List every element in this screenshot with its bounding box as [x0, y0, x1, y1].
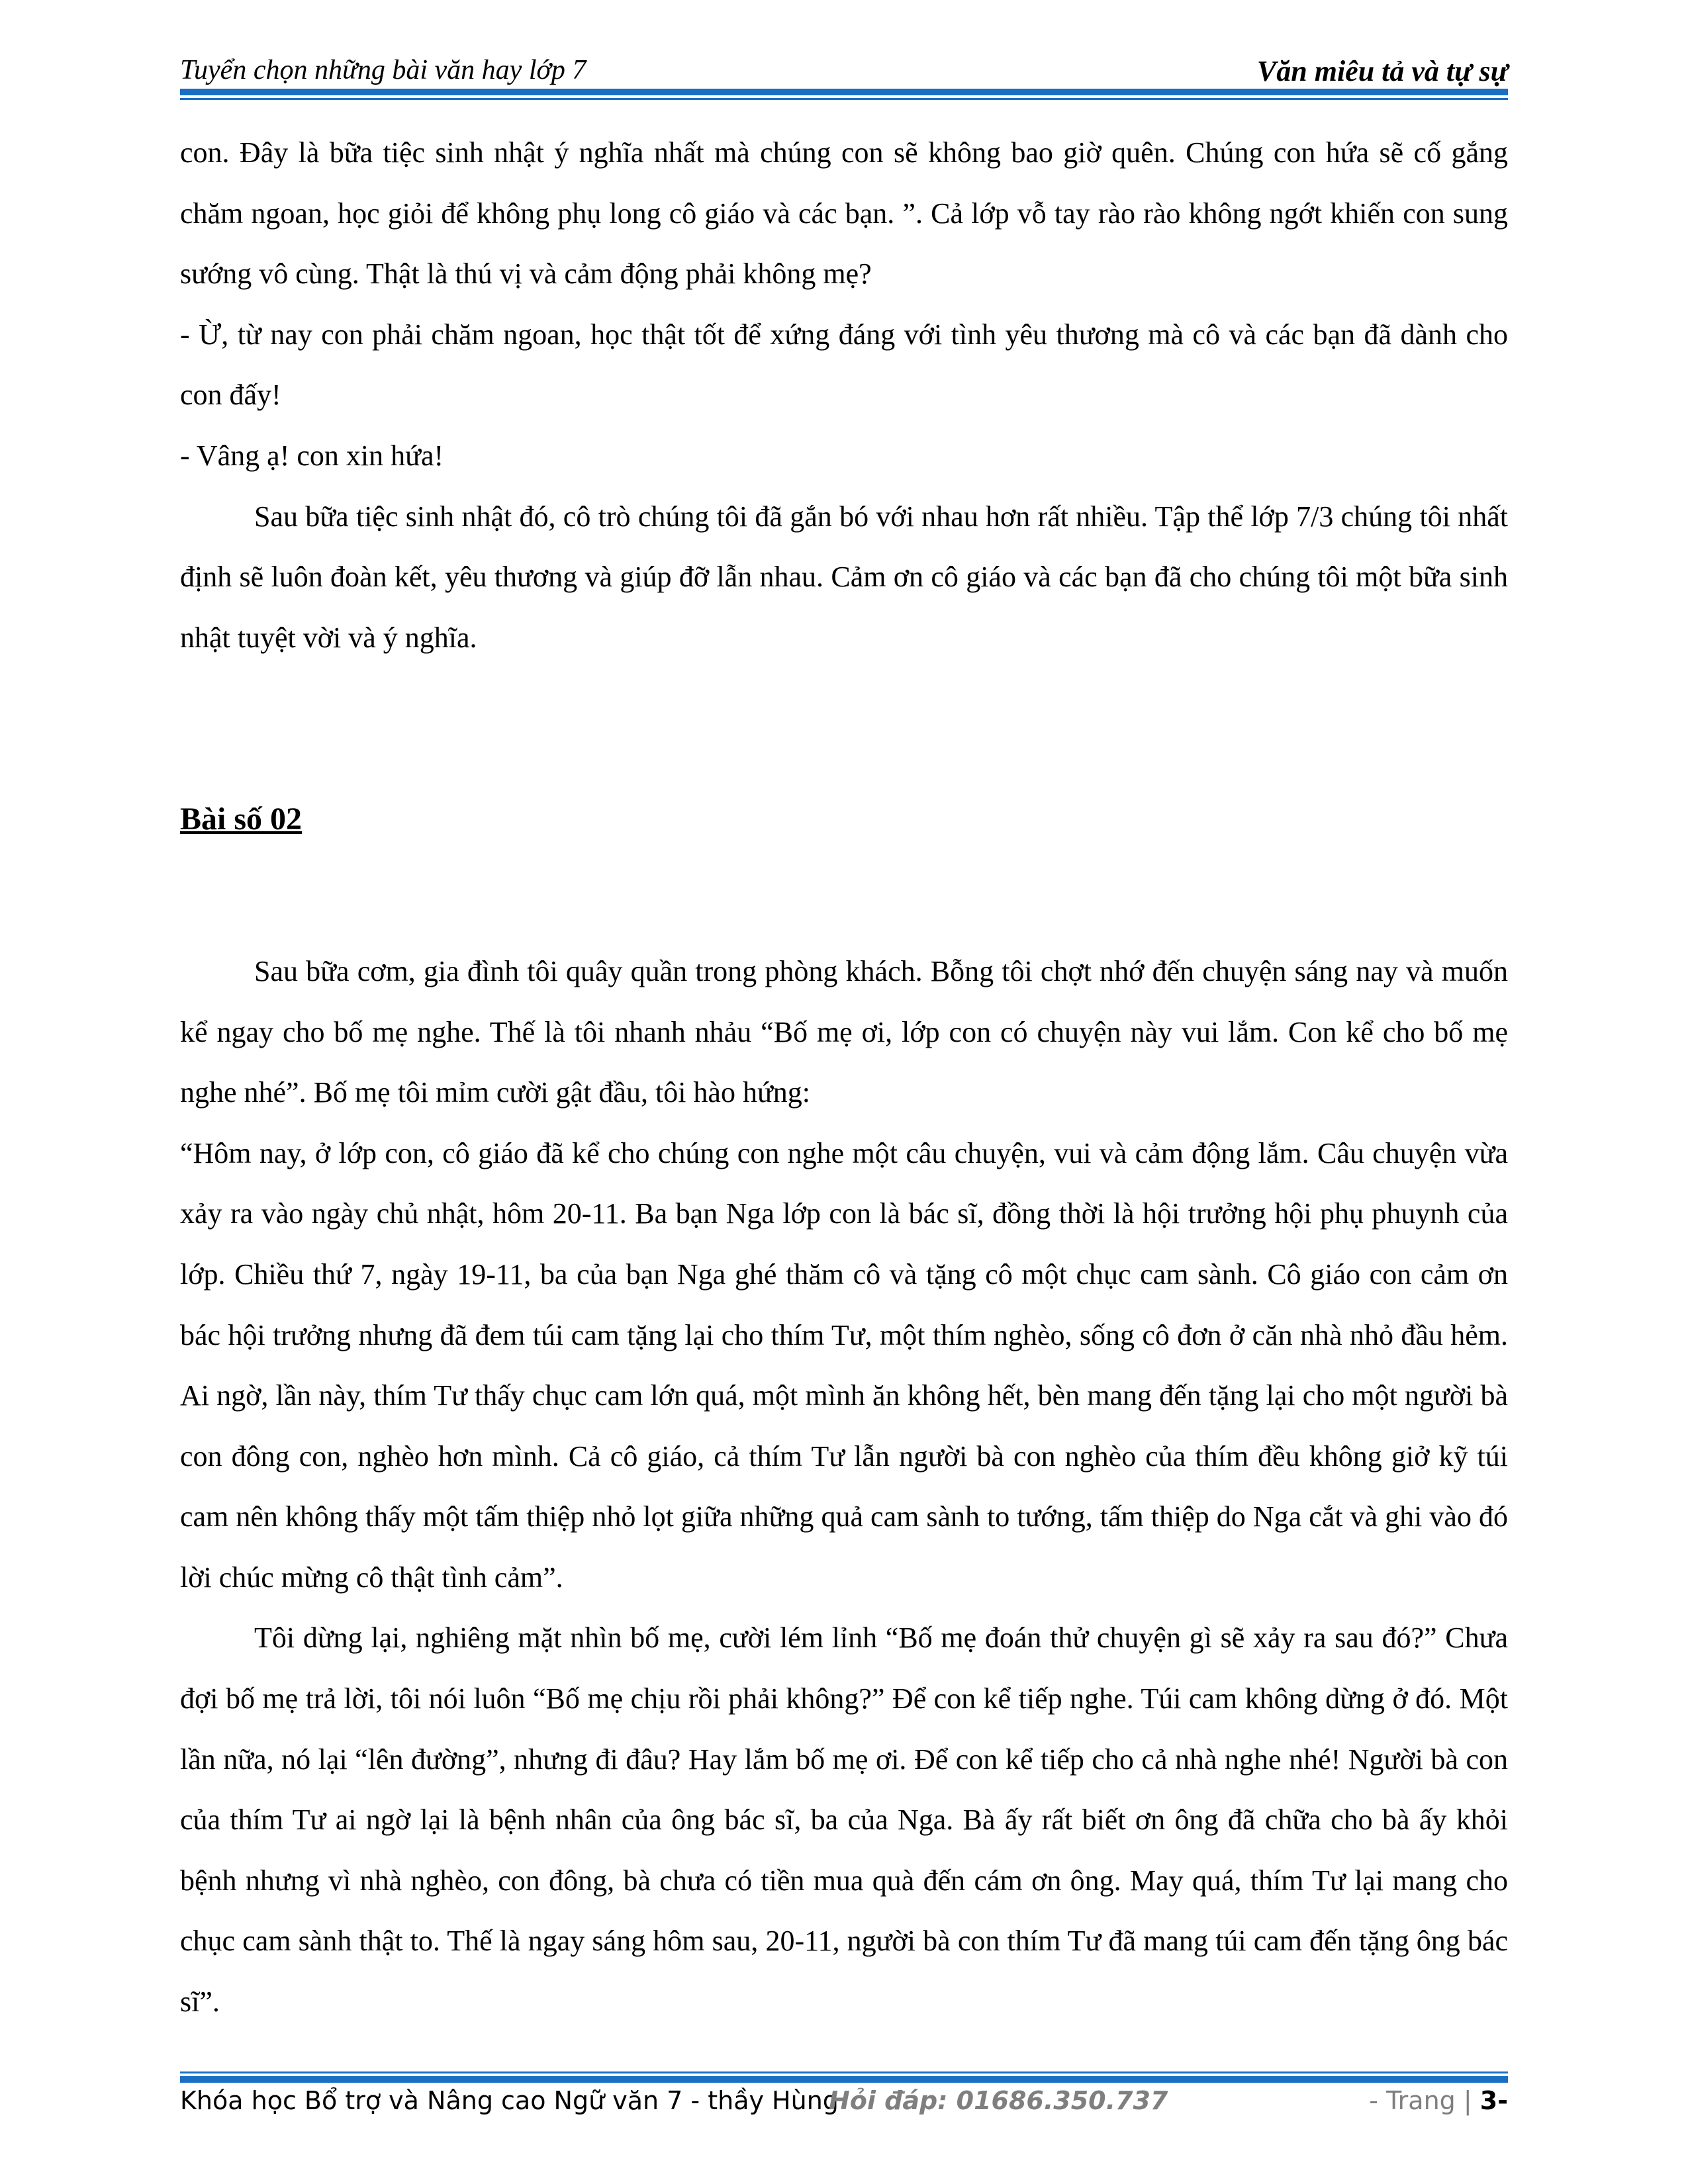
spacer — [180, 668, 1508, 789]
header-rule-thin — [180, 98, 1508, 100]
body-paragraph: con. Đây là bữa tiệc sinh nhật ý nghĩa nhất mà chúng con sẽ không bao giờ quên. Chúng con hứa sẽ cố gắng chăm ngoan, học giỏi để không phụ long cô giáo và các bạn. ”. Cả lớp vỗ tay rào rào không ngớt khiến con sung sướng vô cùng. Thật là thú vị và cảm động phải không mẹ? — [180, 136, 1508, 291]
spacer — [180, 850, 1508, 941]
header-book-title: Tuyển chọn những bài văn hay lớp 7 — [180, 55, 586, 85]
header-rule — [180, 89, 1508, 95]
dialogue-line: - Ừ, từ nay con phải chăm ngoan, học thật tốt để xứng đáng với tình yêu thương mà cô và các bạn đã dành cho con đấy! — [180, 318, 1508, 412]
body-paragraph: “Hôm nay, ở lớp con, cô giáo đã kể cho chúng con nghe một câu chuyện, vui và cảm động lắm. Câu chuyện vừa xảy ra vào ngày chủ nhật, hôm 20-11. Ba bạn Nga lớp con là bác sĩ, đồng thời là hội trưởng hội phụ phuynh của lớp. Chiều thứ 7, ngày 19-11, ba của bạn Nga ghé thăm cô và tặng cô một chục cam sành. Cô giáo con cảm ơn bác hội trưởng nhưng đã đem túi cam tặng lại cho thím Tư, một thím nghèo, sống cô đơn ở căn nhà nhỏ đầu hẻm. Ai ngờ, lần này, thím Tư thấy chục cam lớn quá, một mình ăn không hết, bèn mang đến tặng lại cho một người bà con đông con, nghèo hơn mình. Cả cô giáo, cả thím Tư lẫn người bà con nghèo của thím đều không giở kỹ túi cam nên không thấy một tấm thiệp nhỏ lọt giữa những quả cam sành to tướng, tấm thiệp do Nga cắt và ghi vào đó lời chúc mừng cô thật tình cảm”. — [180, 1136, 1508, 1594]
page-number: 3- — [1479, 2086, 1508, 2115]
footer-course-name: Khóa học Bổ trợ và Nâng cao Ngữ văn 7 - thầy Hùng — [180, 2086, 839, 2115]
footer-rule-thin — [180, 2071, 1508, 2073]
footer-rule — [180, 2076, 1508, 2083]
body-paragraph: Sau bữa cơm, gia đình tôi quây quần trong phòng khách. Bỗng tôi chợt nhớ đến chuyện sáng nay và muốn kể ngay cho bố mẹ nghe. Thế là tôi nhanh nhảu “Bố mẹ ơi, lớp con có chuyện này vui lắm. Con kể cho bố mẹ nghe nhé”. Bố mẹ tôi mỉm cười gật đầu, tôi hào hứng: — [180, 954, 1508, 1109]
body-paragraph: Tôi dừng lại, nghiêng mặt nhìn bố mẹ, cười lém lỉnh “Bố mẹ đoán thử chuyện gì sẽ xảy ra sau đó?” Chưa đợi bố mẹ trả lời, tôi nói luôn “Bố mẹ chịu rồi phải không?” Để con kể tiếp nghe. Túi cam không dừng ở đó. Một lần nữa, nó lại “lên đường”, nhưng đi đâu? Hay lắm bố mẹ ơi. Để con kể tiếp cho cả nhà nghe nhé! Người bà con của thím Tư ai ngờ lại là bệnh nhân của ông bác sĩ, ba của Nga. Bà ấy rất biết ơn ông đã chữa cho bà ấy khỏi bệnh nhưng vì nhà nghèo, con đông, bà chưa có tiền mua quà đến cám ơn ông. May quá, thím Tư lại mang cho chục cam sành thật to. Thế là ngay sáng hôm sau, 20-11, người bà con thím Tư đã mang túi cam đến tặng ông bác sĩ”. — [180, 1621, 1508, 2019]
footer-hotline: Hỏi đáp: 01686.350.737 — [829, 2086, 1168, 2115]
dialogue-line: - Vâng ạ! con xin hứa! — [180, 439, 444, 472]
page-footer — [180, 2086, 1508, 2126]
document-body — [180, 122, 1508, 2032]
section-heading: Bài số 02 — [180, 801, 303, 837]
header-section-title: Văn miêu tả và tự sự — [1256, 55, 1508, 87]
footer-page-number — [1369, 2086, 1508, 2115]
page-prefix: - Trang | — [1369, 2086, 1472, 2115]
body-paragraph: Sau bữa tiệc sinh nhật đó, cô trò chúng tôi đã gắn bó với nhau hơn rất nhiều. Tập thể lớp 7/3 chúng tôi nhất định sẽ luôn đoàn kết, yêu thương và giúp đỡ lẫn nhau. Cảm ơn cô giáo và các bạn đã cho chúng tôi một bữa sinh nhật tuyệt vời và ý nghĩa. — [180, 500, 1508, 654]
page-header — [180, 52, 1508, 89]
